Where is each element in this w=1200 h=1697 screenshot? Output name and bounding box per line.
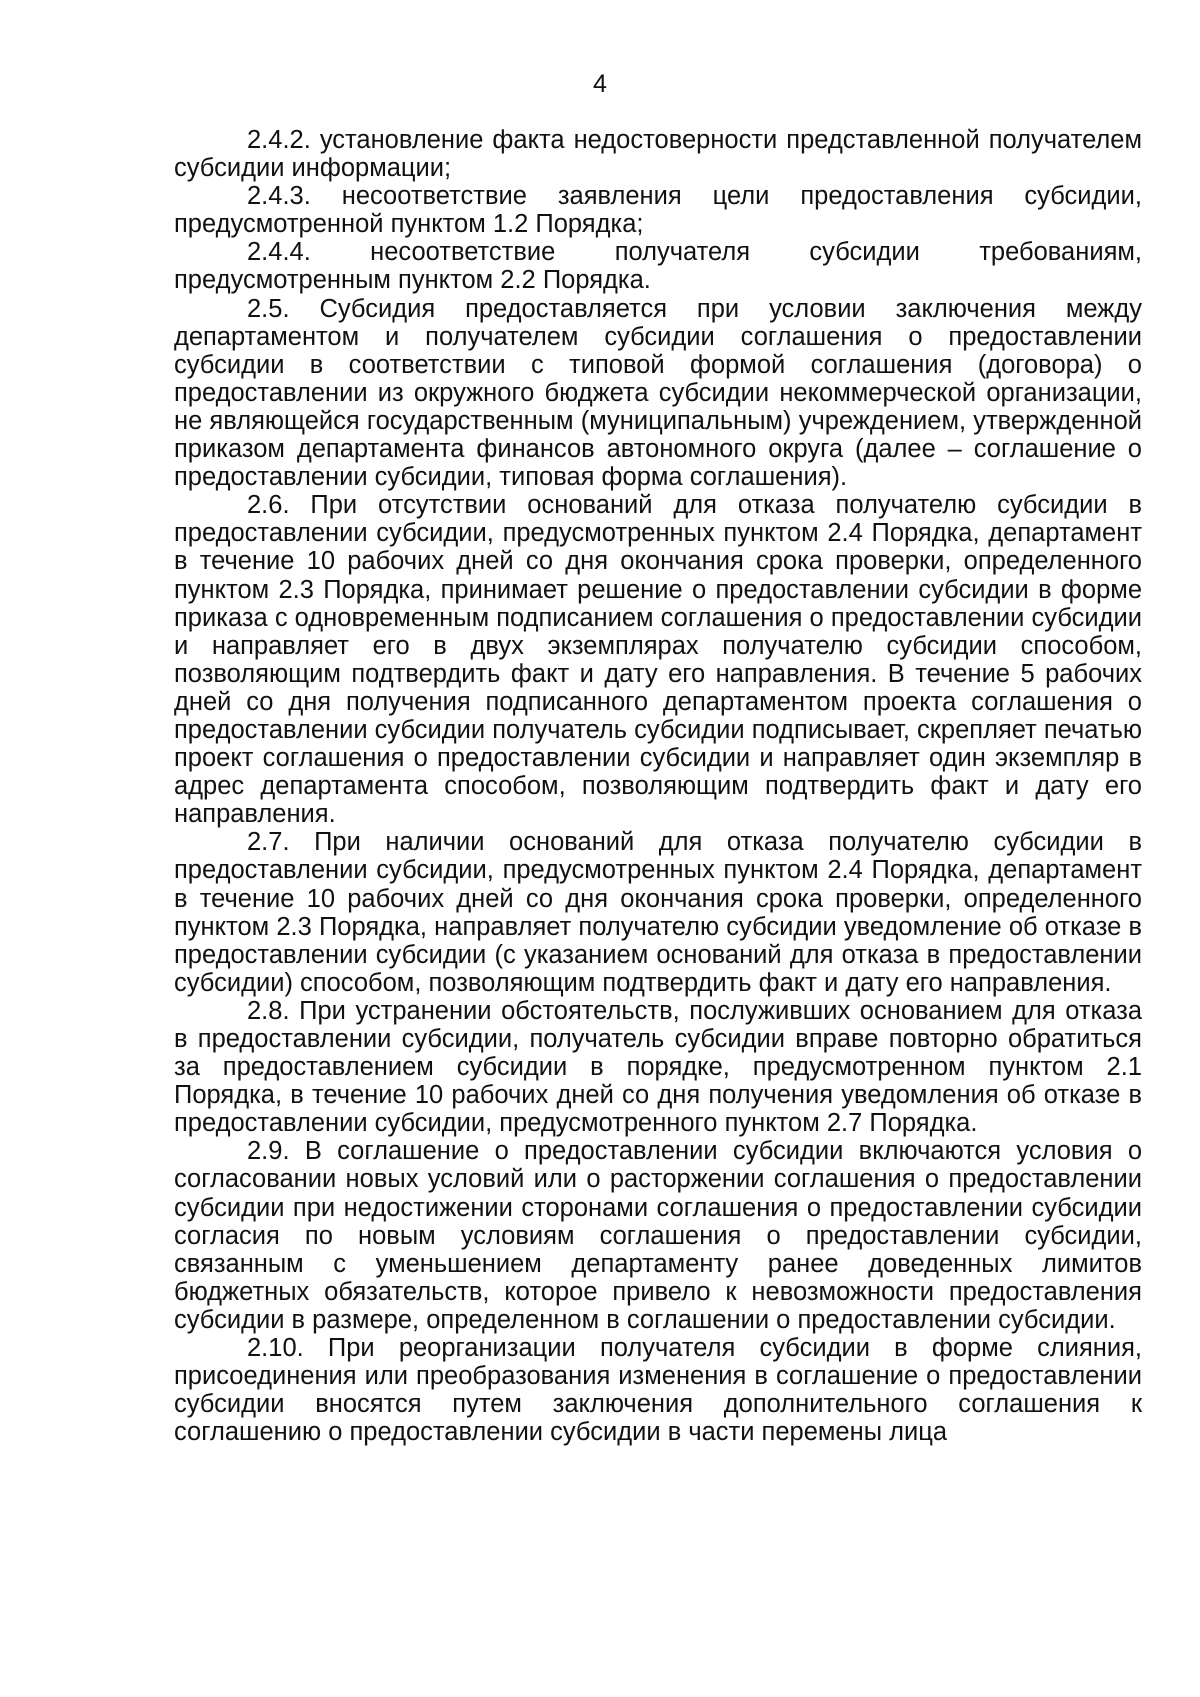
paragraph-2-8: 2.8. При устранении обстоятельств, послуживших основанием для отказа в предоставлении субсидии, получатель субсидии вправе повторно обратиться за предоставлением субсидии в порядке, предусмотренном пунктом 2.1 Порядка, в течение 10 рабочих дней со дня получения уведомления об отказе в предоставлении субсидии, предусмотренного пунктом 2.7 Порядка. — [174, 996, 1142, 1138]
paragraph-2-9: 2.9. В соглашение о предоставлении субсидии включаются условия о согласовании новых условий или о расторжении соглашения о предоставлении субсидии при недостижении сторонами соглашения о предоставлении субсидии согласия по новым условиям соглашения о предоставлении субсидии, связанным с уменьшением департаменту ранее доведенных лимитов бюджетных обязательств, которое привело к невозможности предоставления субсидии в размере, определенном в соглашении о предоставлении субсидии. — [174, 1137, 1142, 1334]
paragraph-2-5: 2.5. Субсидия предоставляется при условии заключения между департаментом и получателем субсидии соглашения о предоставлении субсидии в соответствии с типовой формой соглашения (договора) о предоставлении из окружного бюджета субсидии некоммерческой организации, не являющейся государственным (муниципальным) учреждением, утвержденной приказом департамента финансов автономного округа (далее – соглашение о предоставлении субсидии, типовая форма соглашения). — [174, 294, 1142, 492]
page-number: 4 — [593, 70, 607, 98]
paragraph-2-6: 2.6. При отсутствии оснований для отказа получателю субсидии в предоставлении субсидии, предусмотренных пунктом 2.4 Порядка, департамент в течение 10 рабочих дней со дня окончания срока проверки, определенного пунктом 2.3 Порядка, принимает решение о предоставлении субсидии в форме приказа с одновременным подписанием соглашения о предоставлении субсидии и направляет его в двух экземплярах получателю субсидии способом, позволяющим подтвердить факт и дату его направления. В течение 5 рабочих дней со дня получения подписанного департаментом проекта соглашения о предоставлении субсидии получатель субсидии подписывает, скрепляет печатью проект соглашения о предоставлении субсидии и направляет один экземпляр в адрес департамента способом, позволяющим подтвердить факт и дату его направления. — [174, 491, 1142, 829]
paragraph-2-4-3: 2.4.3. несоответствие заявления цели предоставления субсидии, предусмотренной пунктом 1.2 Порядка; — [174, 182, 1142, 239]
paragraph-2-7: 2.7. При наличии оснований для отказа получателю субсидии в предоставлении субсидии, предусмотренных пунктом 2.4 Порядка, департамент в течение 10 рабочих дней со дня окончания срока проверки, определенного пунктом 2.3 Порядка, направляет получателю субсидии уведомление об отказе в предоставлении субсидии (с указанием оснований для отказа в предоставлении субсидии) способом, позволяющим подтвердить факт и дату его направления. — [174, 828, 1142, 997]
paragraph-2-4-4: 2.4.4. несоответствие получателя субсидии требованиям, предусмотренным пунктом 2.2 Порядка. — [174, 238, 1142, 295]
document-body — [174, 126, 1142, 1446]
paragraph-2-10: 2.10. При реорганизации получателя субсидии в форме слияния, присоединения или преобразования изменения в соглашение о предоставлении субсидии вносятся путем заключения дополнительного соглашения к соглашению о предоставлении субсидии в части перемены лица — [174, 1334, 1142, 1447]
paragraph-2-4-2: 2.4.2. установление факта недостоверности представленной получателем субсидии информации; — [174, 126, 1142, 183]
